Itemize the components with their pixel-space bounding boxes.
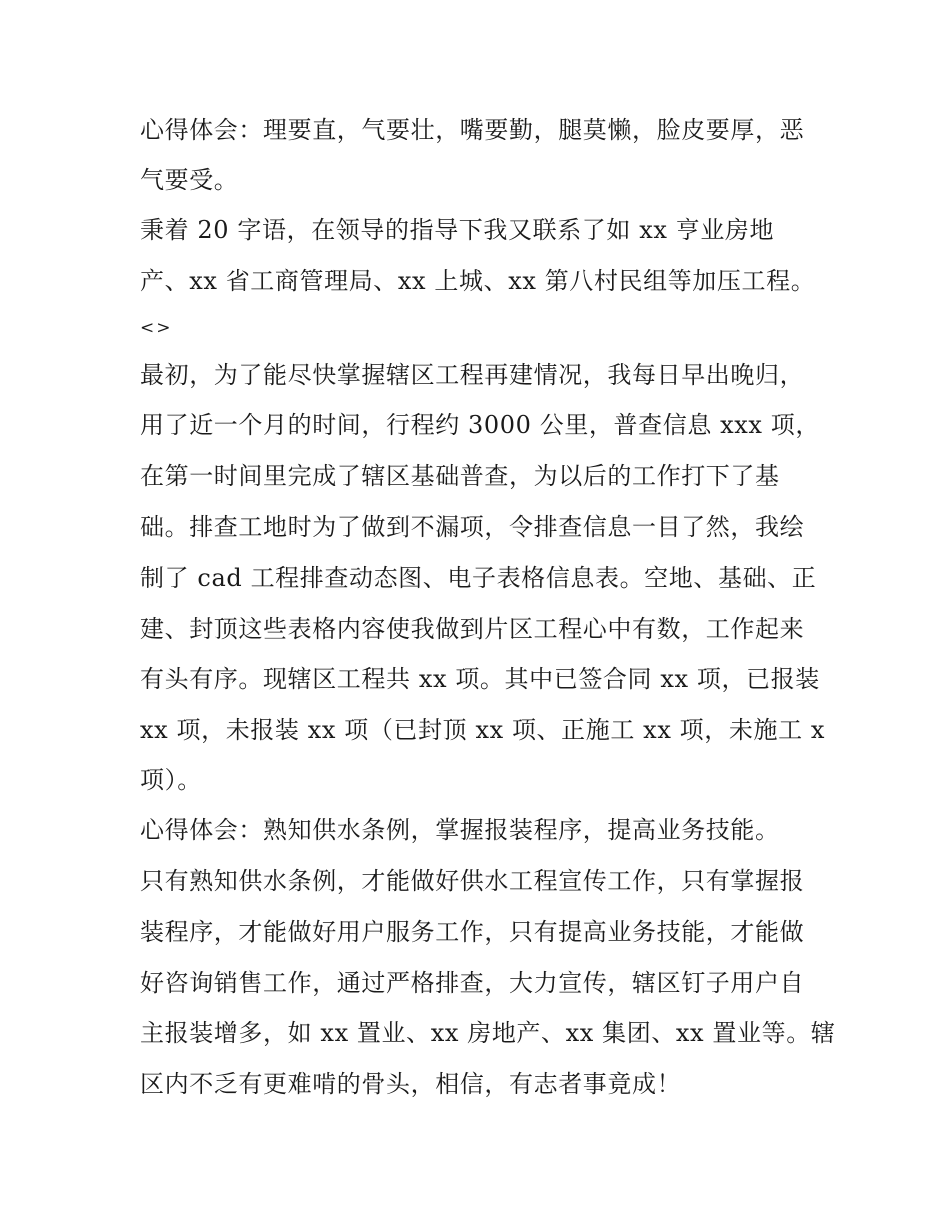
text-line: 好咨询销售工作，通过严格排查，大力宣传，辖区钉子用户自 <box>140 969 805 997</box>
text-line: <> <box>140 318 173 338</box>
text-line: 用了近一个月的时间，行程约 3000 公里，普查信息 xxx 项， <box>140 411 820 439</box>
text-line: 有头有序。现辖区工程共 xx 项。其中已签合同 xx 项，已报装 <box>140 665 820 693</box>
text-line: 只有熟知供水条例，才能做好供水工程宣传工作，只有掌握报 <box>140 867 805 895</box>
text-line: 项）。 <box>140 766 202 794</box>
text-line: 产、xx 省工商管理局、xx 上城、xx 第八村民组等加压工程。 <box>140 267 816 295</box>
text-line: 秉着 20 字语，在领导的指导下我又联系了如 xx 亨业房地 <box>140 216 775 244</box>
text-line: 心得体会：熟知供水条例，掌握报装程序，提高业务技能。 <box>140 816 780 844</box>
text-line: 心得体会：理要直，气要壮，嘴要勤，腿莫懒，脸皮要厚，恶 <box>140 116 805 144</box>
text-line: 主报装增多，如 xx 置业、xx 房地产、xx 集团、xx 置业等。辖 <box>140 1019 836 1047</box>
text-line: 区内不乏有更难啃的骨头，相信，有志者事竟成！ <box>140 1070 682 1098</box>
text-line: 气要受。 <box>140 166 239 194</box>
text-line: 在第一时间里完成了辖区基础普查，为以后的工作打下了基 <box>140 462 780 490</box>
text-line: xx 项，未报装 xx 项（已封顶 xx 项、正施工 xx 项，未施工 x <box>140 716 826 744</box>
text-line: 最初，为了能尽快掌握辖区工程再建情况，我每日早出晚归， <box>140 361 805 389</box>
text-line: 建、封顶这些表格内容使我做到片区工程心中有数，工作起来 <box>140 615 805 643</box>
text-line: 制了 cad 工程排查动态图、电子表格信息表。空地、基础、正 <box>140 564 817 592</box>
text-line: 础。排查工地时为了做到不漏项，令排查信息一目了然，我绘 <box>140 513 805 541</box>
text-line: 装程序，才能做好用户服务工作，只有提高业务技能，才能做 <box>140 918 805 946</box>
